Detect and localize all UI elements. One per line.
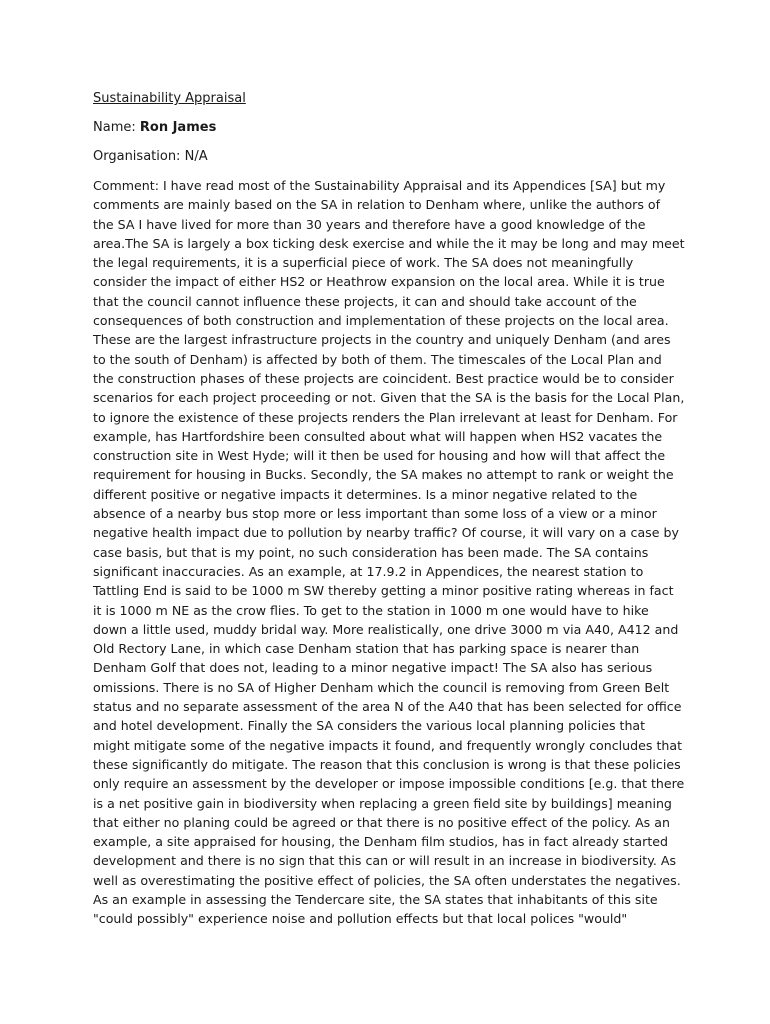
- comment-label: Comment:: [93, 178, 159, 193]
- comment-line: significant inaccuracies. As an example, at 17.9.2 in Appendices, the nearest station to: [93, 563, 644, 579]
- comment-line: these significantly do mitigate. The reason that this conclusion is wrong is that these policies: [93, 756, 681, 772]
- comment-line: negative health impact due to pollution by nearby traffic? Of course, it will vary on a case by: [93, 525, 679, 541]
- comment-line: consequences of both construction and implementation of these projects on the local area.: [93, 313, 669, 329]
- name-label: Name:: [93, 120, 136, 135]
- organisation-value: N/A: [184, 149, 208, 164]
- comment-line: scenarios for each project proceeding or not. Given that the SA is the basis for the Local Plan,: [93, 390, 685, 406]
- comment-line: is a net positive gain in biodiversity when replacing a green field site by buildings] meaning: [93, 795, 672, 811]
- comment-line: "could possibly" experience noise and pollution effects but that local polices "would": [93, 911, 628, 927]
- comment-line: construction site in West Hyde; will it then be used for housing and how will that affect the: [93, 448, 666, 464]
- comment-line: only require an assessment by the developer or impose impossible conditions [e.g. that there: [93, 776, 685, 792]
- comment-line: absence of a nearby bus stop more or less important than some loss of a view or a minor: [93, 506, 657, 522]
- comment-line: case basis, but that is my point, no such consideration has been made. The SA contains: [93, 544, 649, 560]
- document-page: [93, 89, 683, 929]
- comment-line: it is 1000 m NE as the crow flies. To get to the station in 1000 m one would have to hike: [93, 602, 649, 618]
- comment-line: example, has Hartfordshire been consulted about what will happen when HS2 vacates the: [93, 428, 663, 444]
- comment-line: Tattling End is said to be 1000 m SW thereby getting a minor positive rating whereas in fact: [93, 583, 674, 599]
- comment-line: the SA I have lived for more than 30 years and therefore have a good knowledge of the: [93, 216, 646, 232]
- comment-line: example, a site appraised for housing, the Denham film studios, has in fact already started: [93, 834, 669, 850]
- comment-line: omissions. There is no SA of Higher Denham which the council is removing from Green Belt: [93, 679, 670, 695]
- name-field: [93, 118, 683, 137]
- comment-line: requirement for housing in Bucks. Secondly, the SA makes no attempt to rank or weight the: [93, 467, 674, 483]
- comment-line: status and no separate assessment of the area N of the A40 that has been selected for office: [93, 699, 682, 715]
- comment-line: consider the impact of either HS2 or Heathrow expansion on the local area. While it is true: [93, 274, 665, 290]
- comment-line: different positive or negative impacts it determines. Is a minor negative related to the: [93, 486, 638, 502]
- comment-line: might mitigate some of the negative impacts it found, and frequently wrongly concludes that: [93, 737, 683, 753]
- comment-line: that either no planing could be agreed or that there is no positive effect of the policy. As an: [93, 814, 670, 830]
- comment-line: the construction phases of these projects are coincident. Best practice would be to consider: [93, 370, 674, 386]
- name-value: Ron James: [139, 120, 217, 135]
- comment-line: development and there is no sign that this can or will result in an increase in biodiversity. As: [93, 853, 677, 869]
- comment-line: to the south of Denham) is affected by both of them. The timescales of the Local Plan and: [93, 351, 662, 367]
- comment-line: well as overestimating the positive effect of policies, the SA often understates the negatives.: [93, 872, 681, 888]
- organisation-field: [93, 147, 683, 166]
- comment-line: These are the largest infrastructure projects in the country and uniquely Denham (and ares: [93, 332, 671, 348]
- comment-line: Comment: I have read most of the Sustainability Appraisal and its Appendices [SA] but my: [93, 178, 666, 193]
- comment-line: area.The SA is largely a box ticking desk exercise and while the it may be long and may meet: [93, 235, 685, 251]
- organisation-label: Organisation:: [93, 149, 181, 164]
- comment-line: to ignore the existence of these projects renders the Plan irrelevant at least for Denham. For: [93, 409, 678, 425]
- document-title: Sustainability Appraisal: [93, 91, 246, 106]
- comment-line: and hotel development. Finally the SA considers the various local planning policies that: [93, 718, 646, 734]
- comment-line: that the council cannot influence these projects, it can and should take account of the: [93, 293, 637, 309]
- comment-body: [93, 176, 683, 929]
- comment-line: the legal requirements, it is a superficial piece of work. The SA does not meaningfully: [93, 255, 634, 271]
- comment-line: As an example in assessing the Tendercare site, the SA states that inhabitants of this site: [93, 891, 658, 907]
- comment-line: down a little used, muddy bridal way. More realistically, one drive 3000 m via A40, A412 and: [93, 621, 679, 637]
- comment-line: comments are mainly based on the SA in relation to Denham where, unlike the authors of: [93, 197, 661, 213]
- comment-line: Denham Golf that does not, leading to a minor negative impact! The SA also has serious: [93, 660, 653, 676]
- comment-line: Old Rectory Lane, in which case Denham station that has parking space is nearer than: [93, 641, 640, 657]
